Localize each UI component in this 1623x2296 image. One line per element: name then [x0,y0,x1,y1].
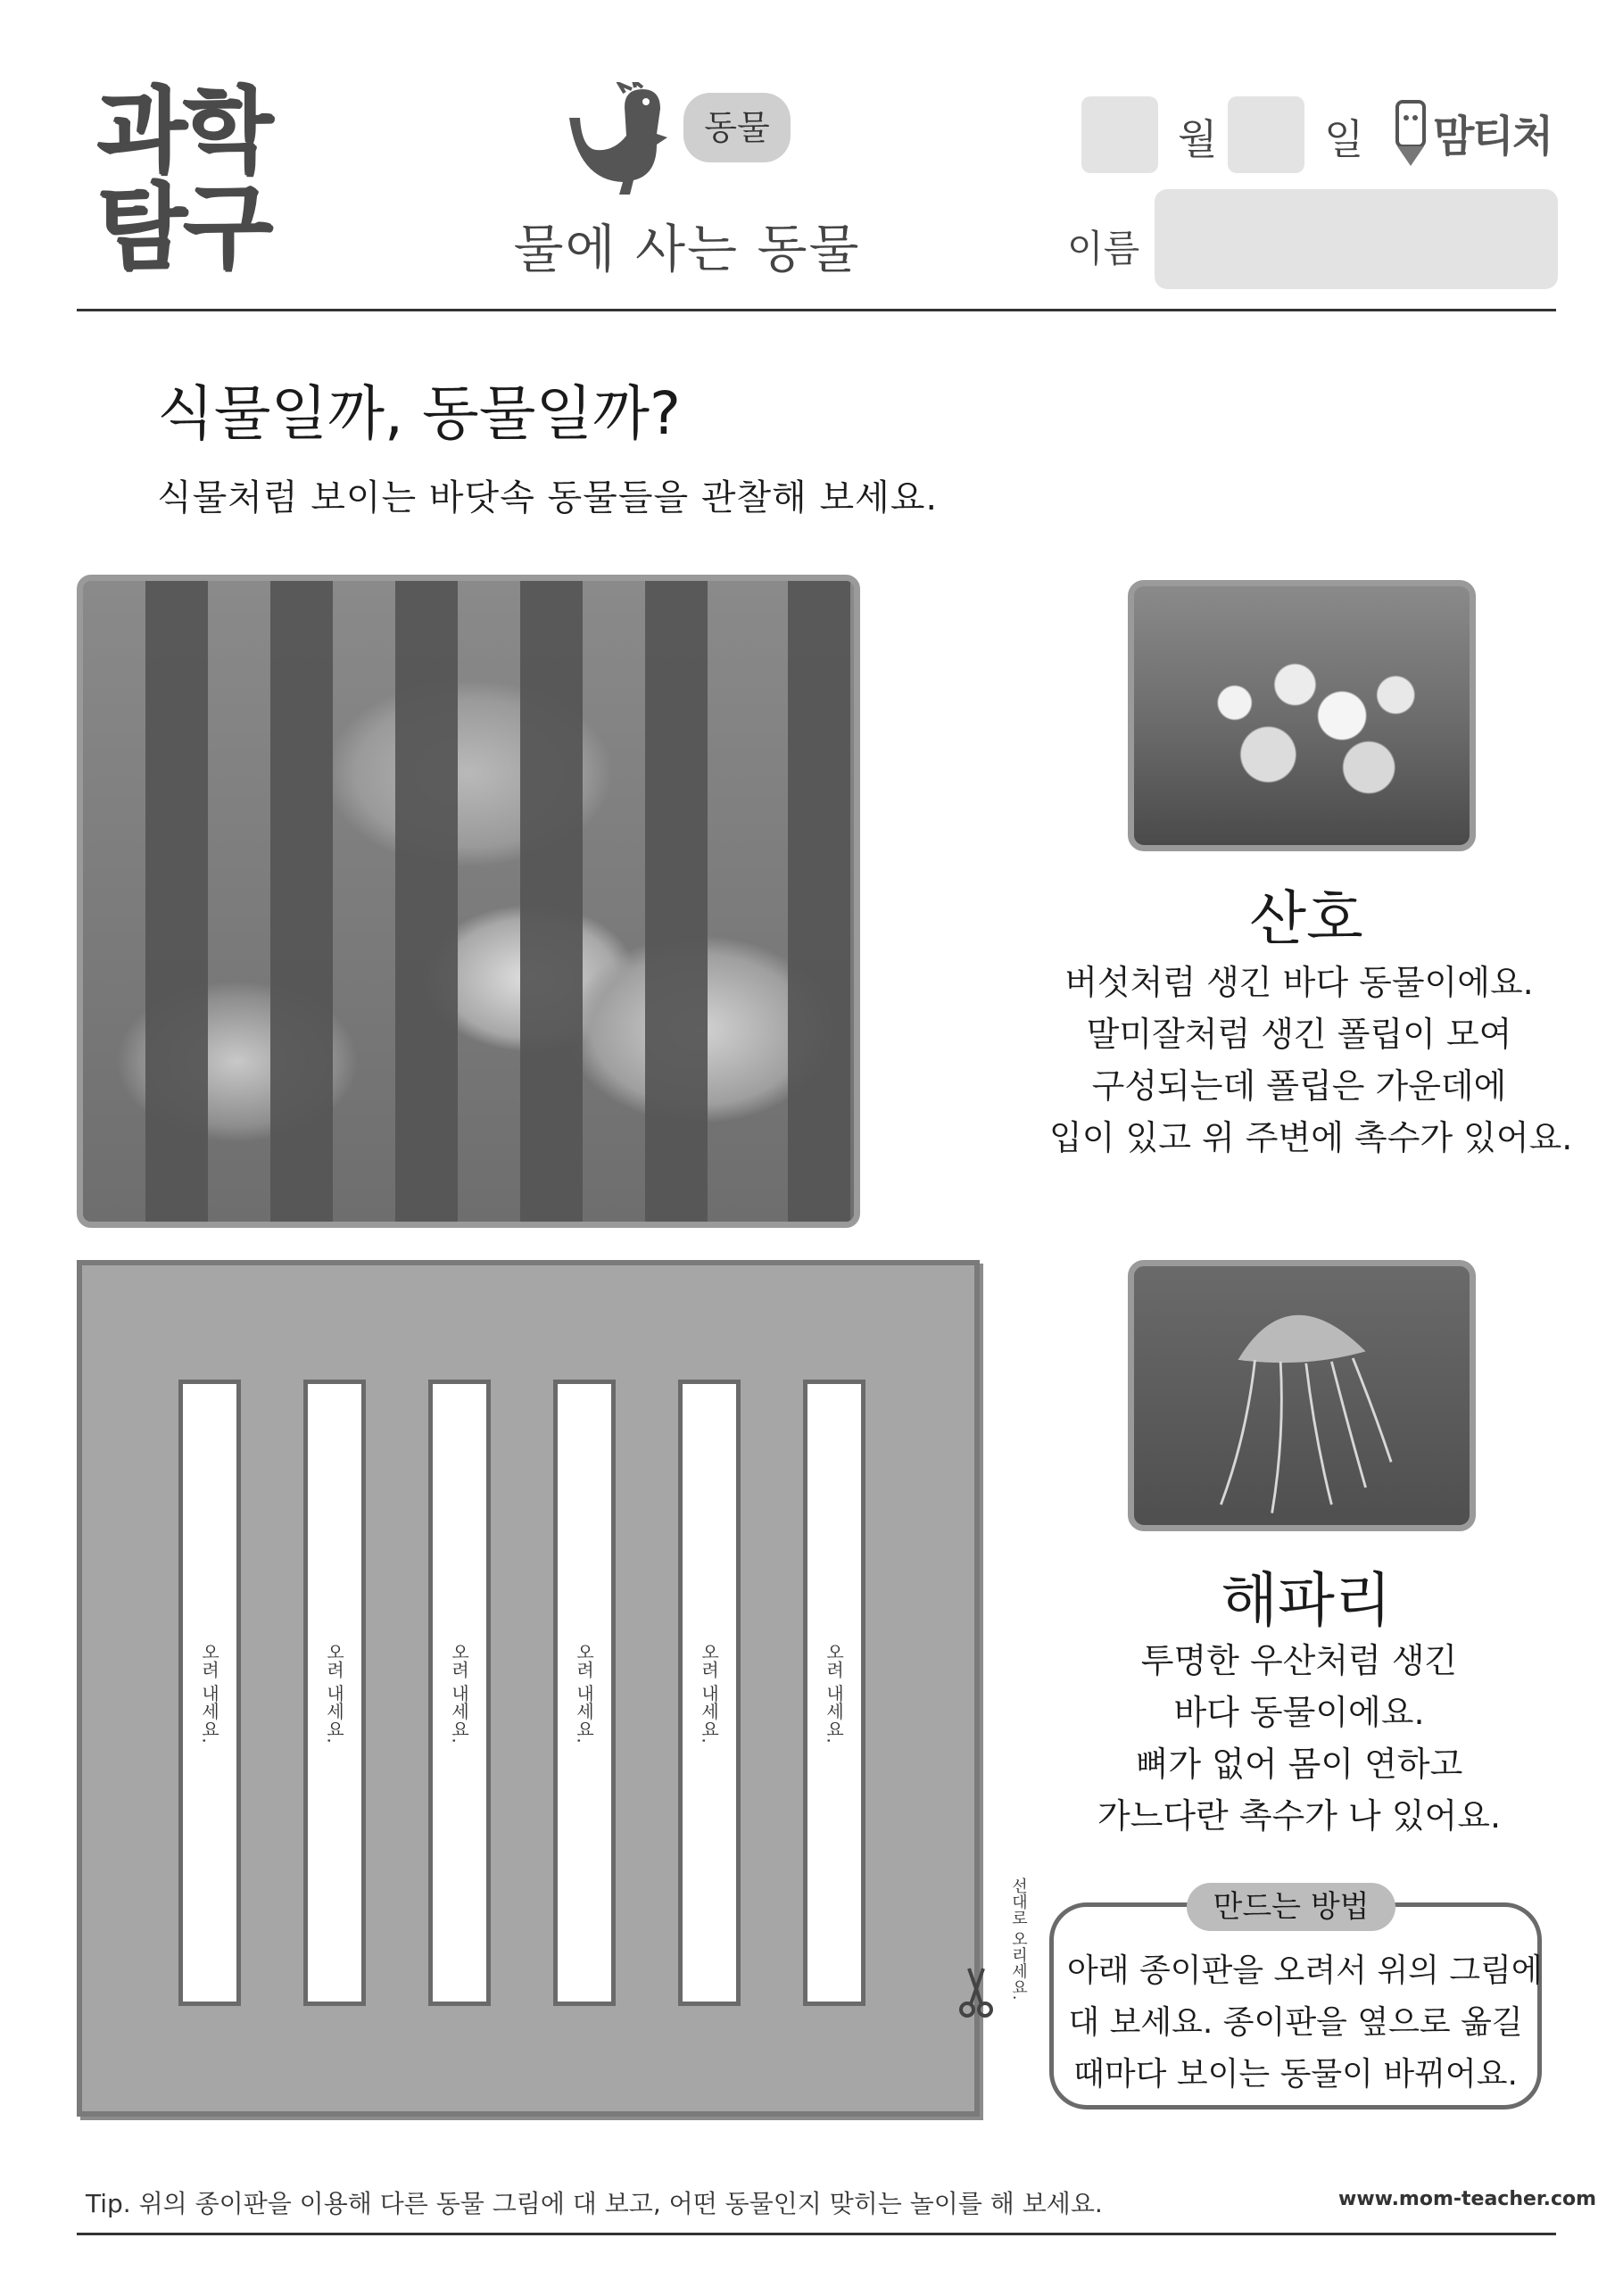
footer-tip: Tip. 위의 종이판을 이용해 다른 동물 그림에 대 보고, 어떤 동물인지 맞히는 놀이를 해 보세요. [86,2189,1103,2218]
page-topic: 물에 사는 동물 [513,219,861,279]
picture-stripe [788,581,850,1222]
slot-label: 오려 내세요. [823,1643,845,1744]
cutout-slot[interactable] [803,1380,865,2006]
slot-label: 오려 내세요. [198,1643,220,1744]
picture-stripe [270,581,333,1222]
header-divider [77,309,1556,311]
jellyfish-desc-line: 투명한 우산처럼 생긴 [1140,1641,1458,1680]
coral-description [1049,957,1573,1164]
cutout-slot[interactable] [678,1380,741,2006]
jellyfish-desc-line: 뼈가 없어 몸이 연하고 [1135,1745,1463,1784]
worksheet-instruction: 식물처럼 보이는 바닷속 동물들을 관찰해 보세요. [157,477,939,518]
dinosaur-icon [560,82,678,196]
howto-line: 아래 종이판을 오려서 위의 그림에 [1067,1952,1543,1989]
cutout-board[interactable] [77,1260,980,2117]
howto-instructions [1067,1945,1543,2101]
picture-stripe [395,581,458,1222]
month-field[interactable] [1081,96,1158,173]
cutout-slot[interactable] [428,1380,491,2006]
footer-divider [77,2233,1556,2235]
picture-stripe [645,581,708,1222]
slot-label: 오려 내세요. [573,1643,595,1744]
pencil-mascot-icon [1388,96,1433,168]
slot-label: 오려 내세요. [448,1643,470,1744]
coral-desc-line: 입이 있고 위 주변에 촉수가 있어요. [1049,1118,1573,1157]
category-badge: 동물 [683,93,791,162]
howto-title: 만드는 방법 [1187,1883,1395,1931]
cutout-slot[interactable] [303,1380,366,2006]
howto-line: 대 보세요. 종이판을 옆으로 옮길 [1068,2004,1523,2041]
name-field[interactable] [1155,189,1558,289]
logo-line-2: 탐구 [96,172,269,281]
subject-logo [96,76,293,281]
coral-desc-line: 말미잘처럼 생긴 폴립이 모여 [1086,1015,1512,1054]
day-field[interactable] [1228,96,1304,173]
logo-line-1: 과학 [96,76,269,185]
cutout-slot[interactable] [178,1380,241,2006]
picture-stripe [145,581,208,1222]
coral-picture [1128,580,1476,851]
coral-name: 산호 [1249,884,1363,953]
jellyfish-desc-line: 가느다란 촉수가 나 있어요. [1097,1796,1502,1836]
jellyfish-desc-line: 바다 동물이에요. [1173,1693,1425,1732]
coral-desc-line: 구성되는데 폴립은 가운데에 [1091,1066,1507,1106]
day-label: 일 [1324,115,1364,163]
jellyfish-illustration [1134,1266,1470,1525]
jellyfish-description [1049,1635,1549,1842]
jellyfish-name: 해파리 [1221,1566,1392,1635]
slot-label: 오려 내세요. [323,1643,345,1744]
cutout-slot[interactable] [553,1380,616,2006]
cut-instruction: 선대로 오리세요. [1009,1877,1028,2001]
month-label: 월 [1178,115,1218,163]
picture-stripe [520,581,583,1222]
howto-line: 때마다 보이는 동물이 바뀌어요. [1073,2056,1518,2093]
striped-ocean-picture [77,575,860,1228]
scissors-icon [958,1965,994,2018]
brand-logo: 맘티처 [1433,112,1553,162]
name-label: 이름 [1067,227,1140,270]
jellyfish-picture [1128,1260,1476,1531]
coral-desc-line: 버섯처럼 생긴 바다 동물이에요. [1064,963,1534,1002]
worksheet-heading: 식물일까, 동물일까? [157,379,682,448]
footer-url[interactable]: www.mom-teacher.com [1338,2188,1597,2210]
slot-label: 오려 내세요. [698,1643,720,1744]
